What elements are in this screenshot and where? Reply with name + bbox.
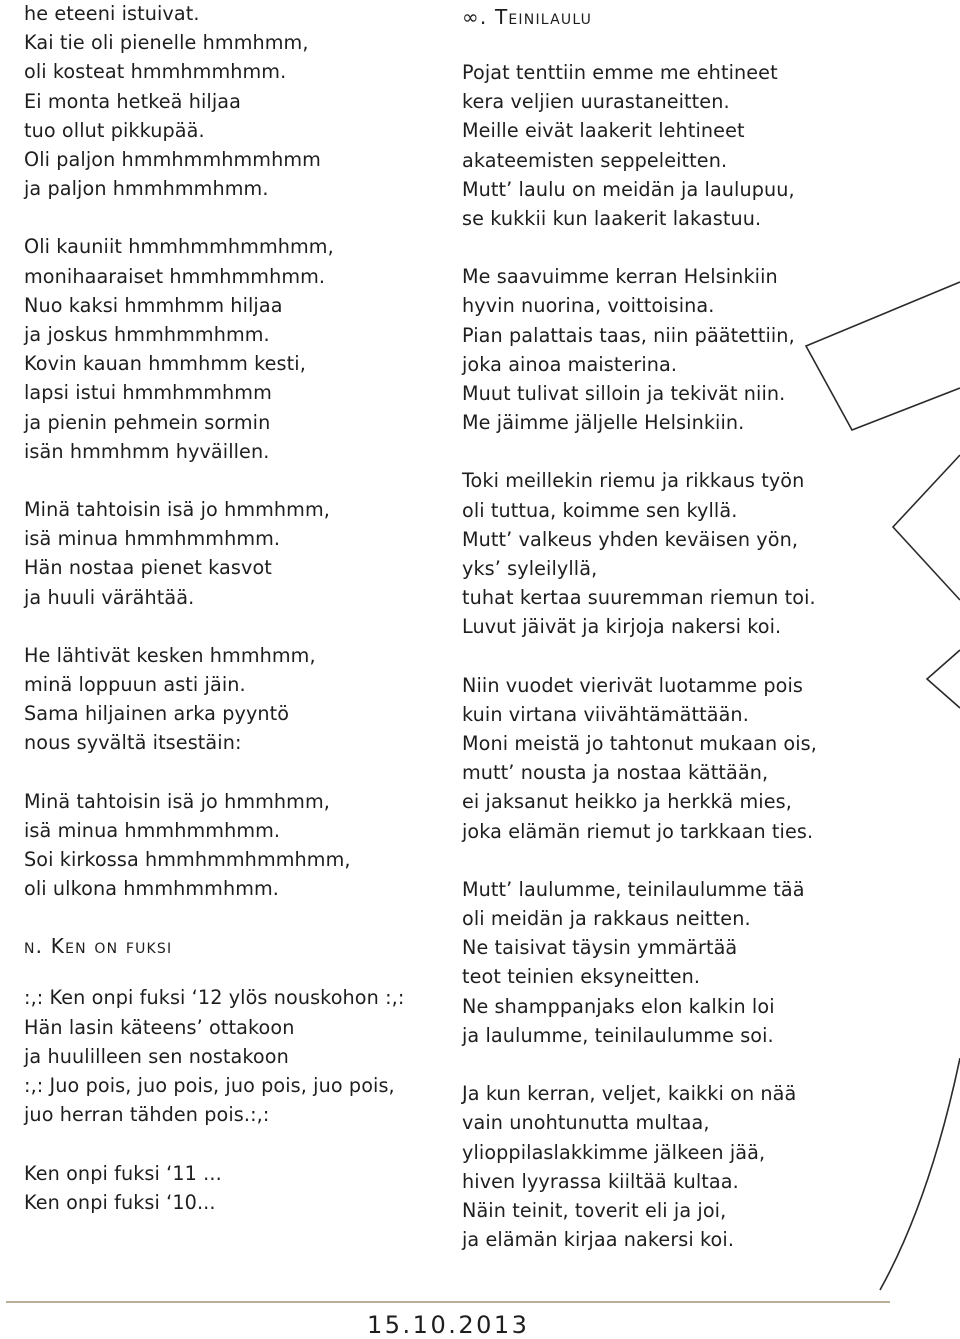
poem-line: oli kosteat hmmhmmhmm.: [24, 60, 287, 84]
poem-line: tuhat kertaa suuremman riemun toi.: [462, 586, 816, 610]
poem-line: Ken onpi fuksi ‘11 ...: [24, 1161, 222, 1185]
poem-line: Ken onpi fuksi ‘10...: [24, 1190, 216, 1214]
right-column: [462, 0, 842, 1254]
poem-line: se kukkii kun laakerit lakastuu.: [462, 207, 762, 231]
poem-line: Minä tahtoisin isä jo hmmhmm,: [24, 789, 330, 813]
poem-line: juo herran tähden pois.:,:: [24, 1103, 270, 1127]
poem-line: Mutt’ laulu on meidän ja laulupuu,: [462, 177, 795, 201]
poem-line: akateemisten seppeleitten.: [462, 148, 728, 172]
poem-line: ylioppilaslakkimme jälkeen jää,: [462, 1140, 766, 1164]
stanza: [462, 875, 842, 1050]
poem-line: ja elämän kirjaa nakersi koi.: [462, 1228, 735, 1252]
poem-line: hyvin nuorina, voittoisina.: [462, 294, 715, 318]
outline-curve-bottom: [880, 1058, 960, 1290]
poem-line: Oli kauniit hmmhmmhmmhmm,: [24, 235, 334, 259]
poem-line: minä loppuun asti jäin.: [24, 673, 246, 697]
poem-line: Hän lasin käteens’ ottakoon: [24, 1015, 295, 1039]
poem-line: Pojat tenttiin emme me ehtineet: [462, 61, 778, 84]
poem-line: Kovin kauan hmmhmm kesti,: [24, 352, 306, 376]
outline-shape-lower: [927, 650, 960, 708]
poem-line: oli ulkona hmmhmmhmm.: [24, 877, 280, 901]
poem-line: Niin vuodet vierivät luotamme pois: [462, 673, 804, 697]
poem-line: Ne taisivat täysin ymmärtää: [462, 936, 738, 960]
poem-line: kera veljien uurastaneitten.: [462, 90, 730, 114]
poem-line: Toki meillekin riemu ja rikkaus työn: [462, 469, 805, 493]
poem-line: Ei monta hetkeä hiljaa: [24, 89, 241, 113]
poem-line: teot teinien eksyneitten.: [462, 965, 701, 989]
poem-line: Ja kun kerran, veljet, kaikki on nää: [462, 1082, 797, 1106]
footer-rule: [6, 1301, 890, 1303]
stanza: [24, 0, 444, 203]
poem-line: he eteeni istuivat.: [24, 2, 200, 25]
poem-line: mutt’ nousta ja nostaa kättään,: [462, 761, 769, 785]
song-heading: n. Ken on fuksi: [24, 934, 173, 959]
poem-line: Hän nostaa pienet kasvot: [24, 556, 272, 580]
poem-line: Mutt’ valkeus yhden keväisen yön,: [462, 527, 799, 551]
poem-line: vain unohtunutta multaa,: [462, 1111, 710, 1135]
poem-line: ja huuli värähtää.: [24, 585, 195, 609]
poem-line: isä minua hmmhmmhmm.: [24, 818, 281, 842]
poem-line: Me saavuimme kerran Helsinkiin: [462, 265, 778, 289]
poem-line: nous syvältä itsestäin:: [24, 731, 242, 755]
stanza: [24, 641, 444, 758]
stanza: [24, 495, 444, 612]
poem-line: ei jaksanut heikko ja herkkä mies,: [462, 790, 792, 814]
poem-line: tuo ollut pikkupää.: [24, 118, 205, 142]
poem-line: Näin teinit, toverit eli ja joi,: [462, 1198, 727, 1222]
stanza: [24, 232, 444, 466]
poem-line: ja joskus hmmhmmhmm.: [24, 323, 270, 347]
poem-line: joka elämän riemut jo tarkkaan ties.: [462, 819, 814, 843]
left-column: [24, 0, 444, 1217]
song-heading: ∞. Teinilaulu: [462, 5, 593, 29]
poem-line: He lähtivät kesken hmmhmm,: [24, 643, 316, 667]
poem-line: Sama hiljainen arka pyyntö: [24, 702, 290, 726]
poem-line: lapsi istui hmmhmmhmm: [24, 381, 272, 405]
poem-line: Nuo kaksi hmmhmm hiljaa: [24, 293, 283, 317]
poem-line: Minä tahtoisin isä jo hmmhmm,: [24, 498, 330, 522]
stanza: [462, 58, 842, 233]
poem-line: ja huulilleen sen nostakoon: [24, 1044, 289, 1068]
poem-line: Luvut jäivät ja kirjoja nakersi koi.: [462, 615, 782, 639]
poem-line: isän hmmhmm hyväillen.: [24, 439, 270, 463]
stanza: [462, 466, 842, 641]
stanza: [24, 787, 444, 904]
poem-line: ja pienin pehmein sormin: [24, 410, 271, 434]
poem-line: Mutt’ laulumme, teinilaulumme tää: [462, 877, 805, 901]
stanza: [24, 983, 444, 1129]
poem-line: Moni meistä jo tahtonut mukaan ois,: [462, 732, 817, 756]
poem-line: oli tuttua, koimme sen kyllä.: [462, 498, 738, 522]
poem-line: kuin virtana viivähtämättään.: [462, 702, 749, 726]
stanza: [462, 262, 842, 437]
poem-line: Pian palattais taas, niin päätettiin,: [462, 323, 795, 347]
poem-line: joka ainoa maisterina.: [462, 352, 678, 376]
poem-line: :,: Ken onpi fuksi ‘12 ylös nouskohon :,:: [24, 986, 405, 1010]
poem-line: yks’ syleilyllä,: [462, 557, 598, 581]
poem-line: Muut tulivat silloin ja tekivät niin.: [462, 382, 786, 406]
poem-line: :,: Juo pois, juo pois, juo pois, juo pois,: [24, 1074, 395, 1098]
poem-line: ja laulumme, teinilaulumme soi.: [462, 1023, 774, 1047]
poem-line: ja paljon hmmhmmhmm.: [24, 177, 269, 201]
poem-line: Kai tie oli pienelle hmmhmm,: [24, 31, 309, 55]
poem-line: oli meidän ja rakkaus neitten.: [462, 907, 751, 931]
footer-date: 15.10.2013: [367, 1311, 530, 1339]
outline-shape-middle: [893, 455, 960, 600]
poem-line: Ne shamppanjaks elon kalkin loi: [462, 994, 775, 1018]
poem-line: isä minua hmmhmmhmm.: [24, 527, 281, 551]
stanza: [24, 1159, 444, 1217]
poem-line: Soi kirkossa hmmhmmhmmhmm,: [24, 848, 351, 872]
stanza: [462, 1079, 842, 1254]
poem-line: Meille eivät laakerit lehtineet: [462, 119, 745, 143]
poem-line: Me jäimme jäljelle Helsinkiin.: [462, 411, 745, 435]
poem-line: monihaaraiset hmmhmmhmm.: [24, 264, 326, 288]
poem-line: Oli paljon hmmhmmhmmhmm: [24, 148, 321, 172]
poem-line: hiven lyyrassa kiiltää kultaa.: [462, 1169, 739, 1193]
stanza: [462, 671, 842, 846]
